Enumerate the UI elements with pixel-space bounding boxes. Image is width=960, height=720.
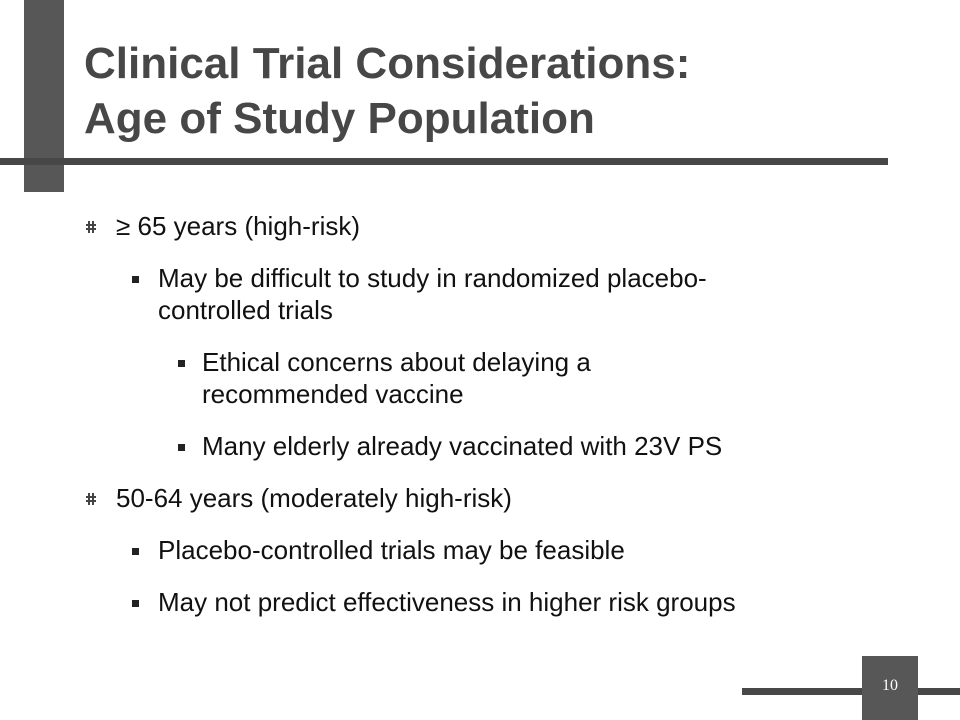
square-bullet-icon <box>132 548 139 555</box>
bullet-text-line-2: controlled trials <box>158 295 333 325</box>
square-bullet-icon <box>178 444 185 451</box>
sub-bullet-placebo-feasible <box>158 534 625 566</box>
square-bullet-icon <box>178 360 185 367</box>
bullet-text-line-1: Ethical concerns about delaying a <box>202 347 591 377</box>
bullet-text: Many elderly already vaccinated with 23V PS <box>202 431 723 461</box>
hash-bullet-icon <box>86 493 96 505</box>
bullet-text: Placebo-controlled trials may be feasible <box>158 535 625 565</box>
slide-title-line-2: Age of Study Population <box>84 94 595 143</box>
bullet-text-line-2: recommended vaccine <box>202 379 464 409</box>
bullet-age-50-64 <box>116 482 512 514</box>
bullet-text: 50-64 years (moderately high-risk) <box>116 483 512 513</box>
bullet-text: May not predict effectiveness in higher risk groups <box>158 587 736 617</box>
bullet-text-line-1: May be difficult to study in randomized placebo- <box>158 263 707 293</box>
sub-bullet-may-not-predict <box>158 586 736 618</box>
sub-sub-bullet-ethical-concerns <box>202 346 591 410</box>
slide-title-line-1: Clinical Trial Considerations: <box>84 39 691 88</box>
footer-divider <box>742 688 960 695</box>
square-bullet-icon <box>132 276 139 283</box>
sub-bullet-difficult-to-study <box>158 262 707 326</box>
square-bullet-icon <box>132 600 139 607</box>
bullet-age-65-plus <box>116 210 360 242</box>
hash-bullet-icon <box>86 221 96 233</box>
bullet-text: ≥ 65 years (high-risk) <box>116 211 361 241</box>
page-number: 10 <box>882 677 898 694</box>
sub-sub-bullet-already-vaccinated <box>202 430 722 462</box>
